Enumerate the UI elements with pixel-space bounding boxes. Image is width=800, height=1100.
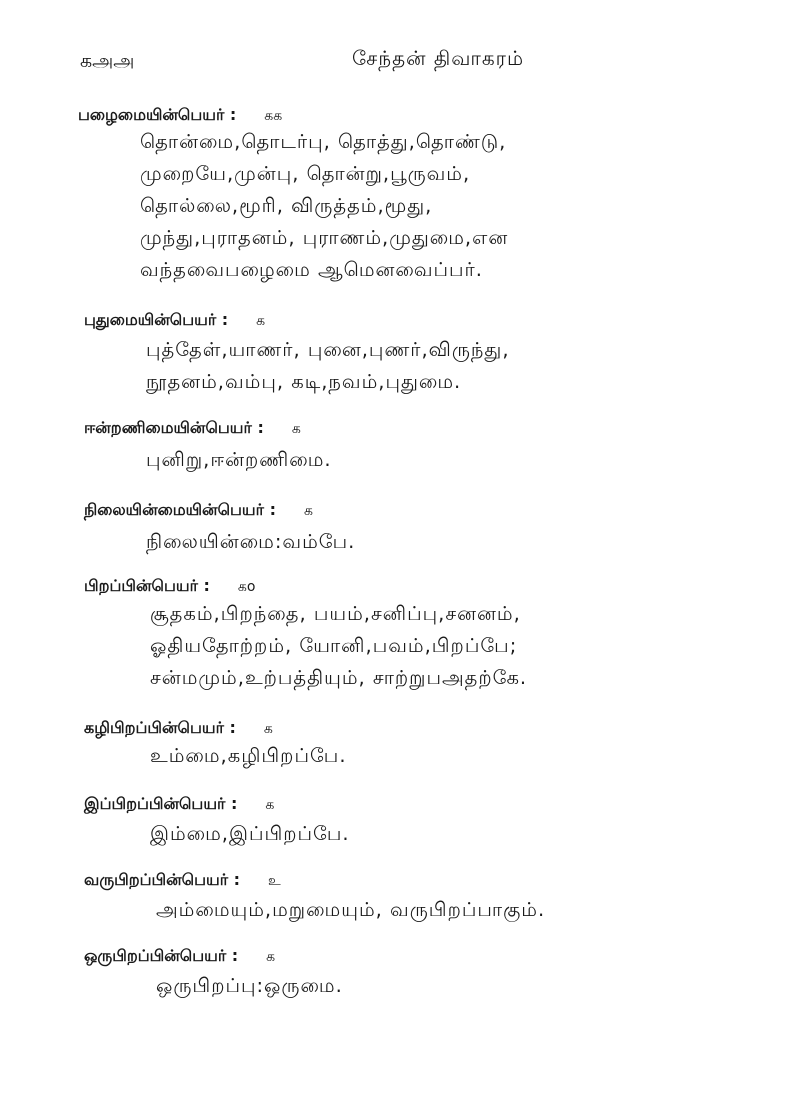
verse-line: அம்மையும்,மறுமையும், வருபிறப்பாகும். — [156, 898, 546, 921]
entry-count: க — [266, 949, 276, 965]
entry-heading — [84, 718, 273, 739]
entry-count: க — [256, 313, 266, 329]
entry-heading — [78, 105, 282, 126]
page-number: கஅஅ — [80, 50, 135, 72]
entry-heading — [84, 418, 301, 439]
verse-line: நூதனம்,வம்பு, கடி,நவம்,புதுமை. — [146, 370, 462, 393]
verse-line: ஒருபிறப்பு:ஒருமை. — [156, 974, 343, 997]
entry-count: உ — [268, 873, 281, 889]
verse-line: முறையே,முன்பு, தொன்று,பூருவம், — [140, 162, 471, 185]
entry-heading — [84, 946, 275, 967]
entry-heading — [84, 870, 281, 891]
entry-heading-label: இப்பிறப்பின்பெயர் : — [84, 794, 238, 813]
running-title: சேந்தன் திவாகரம் — [352, 46, 525, 70]
entry-heading-label: கழிபிறப்பின்பெயர் : — [84, 718, 236, 737]
entry-heading — [84, 794, 274, 815]
verse-line: தொல்லை,மூரி, விருத்தம்,மூது, — [140, 194, 433, 217]
entry-heading-label: பிறப்பின்பெயர் : — [84, 576, 210, 595]
entry-count: கo — [237, 579, 256, 595]
verse-line: சன்மமும்,உற்பத்தியும், சாற்றுபஅதற்கே. — [150, 666, 528, 689]
entry-count: க — [291, 421, 301, 437]
entry-heading-label: பழைமையின்பெயர் : — [78, 105, 237, 124]
entry-count: கக — [264, 108, 283, 124]
verse-line: புத்தேள்,யாணர், புனை,புணர்,விருந்து, — [146, 338, 510, 361]
verse-line: சூதகம்,பிறந்தை, பயம்,சனிப்பு,சனனம், — [150, 602, 521, 625]
verse-line: முந்து,புராதனம், புராணம்,முதுமை,என — [140, 226, 509, 249]
verse-line: நிலையின்மை:வம்பே. — [146, 530, 356, 553]
entry-heading-label: புதுமையின்பெயர் : — [84, 310, 229, 329]
entry-heading — [84, 310, 265, 331]
entry-count: க — [263, 721, 273, 737]
verse-line: தொன்மை,தொடர்பு, தொத்து,தொண்டு, — [140, 130, 507, 153]
entry-heading-label: நிலையின்மையின்பெயர் : — [84, 500, 276, 519]
entry-heading — [84, 576, 255, 597]
entry-heading — [84, 500, 313, 521]
verse-line: புனிறு,ஈன்றணிமை. — [146, 448, 332, 471]
verse-line: உம்மை,கழிபிறப்பே. — [150, 744, 347, 767]
entry-heading-label: வருபிறப்பின்பெயர் : — [84, 870, 241, 889]
entry-count: க — [303, 503, 313, 519]
verse-line: ஓதியதோற்றம், யோனி,பவம்,பிறப்பே; — [150, 634, 518, 657]
verse-line: இம்மை,இப்பிறப்பே. — [150, 822, 350, 845]
entry-count: க — [265, 797, 275, 813]
entry-heading-label: ஒருபிறப்பின்பெயர் : — [84, 946, 239, 965]
verse-line: வந்தவைபழைமை ஆமெனவைப்பர். — [140, 258, 483, 281]
entry-heading-label: ஈன்றணிமையின்பெயர் : — [84, 418, 264, 437]
